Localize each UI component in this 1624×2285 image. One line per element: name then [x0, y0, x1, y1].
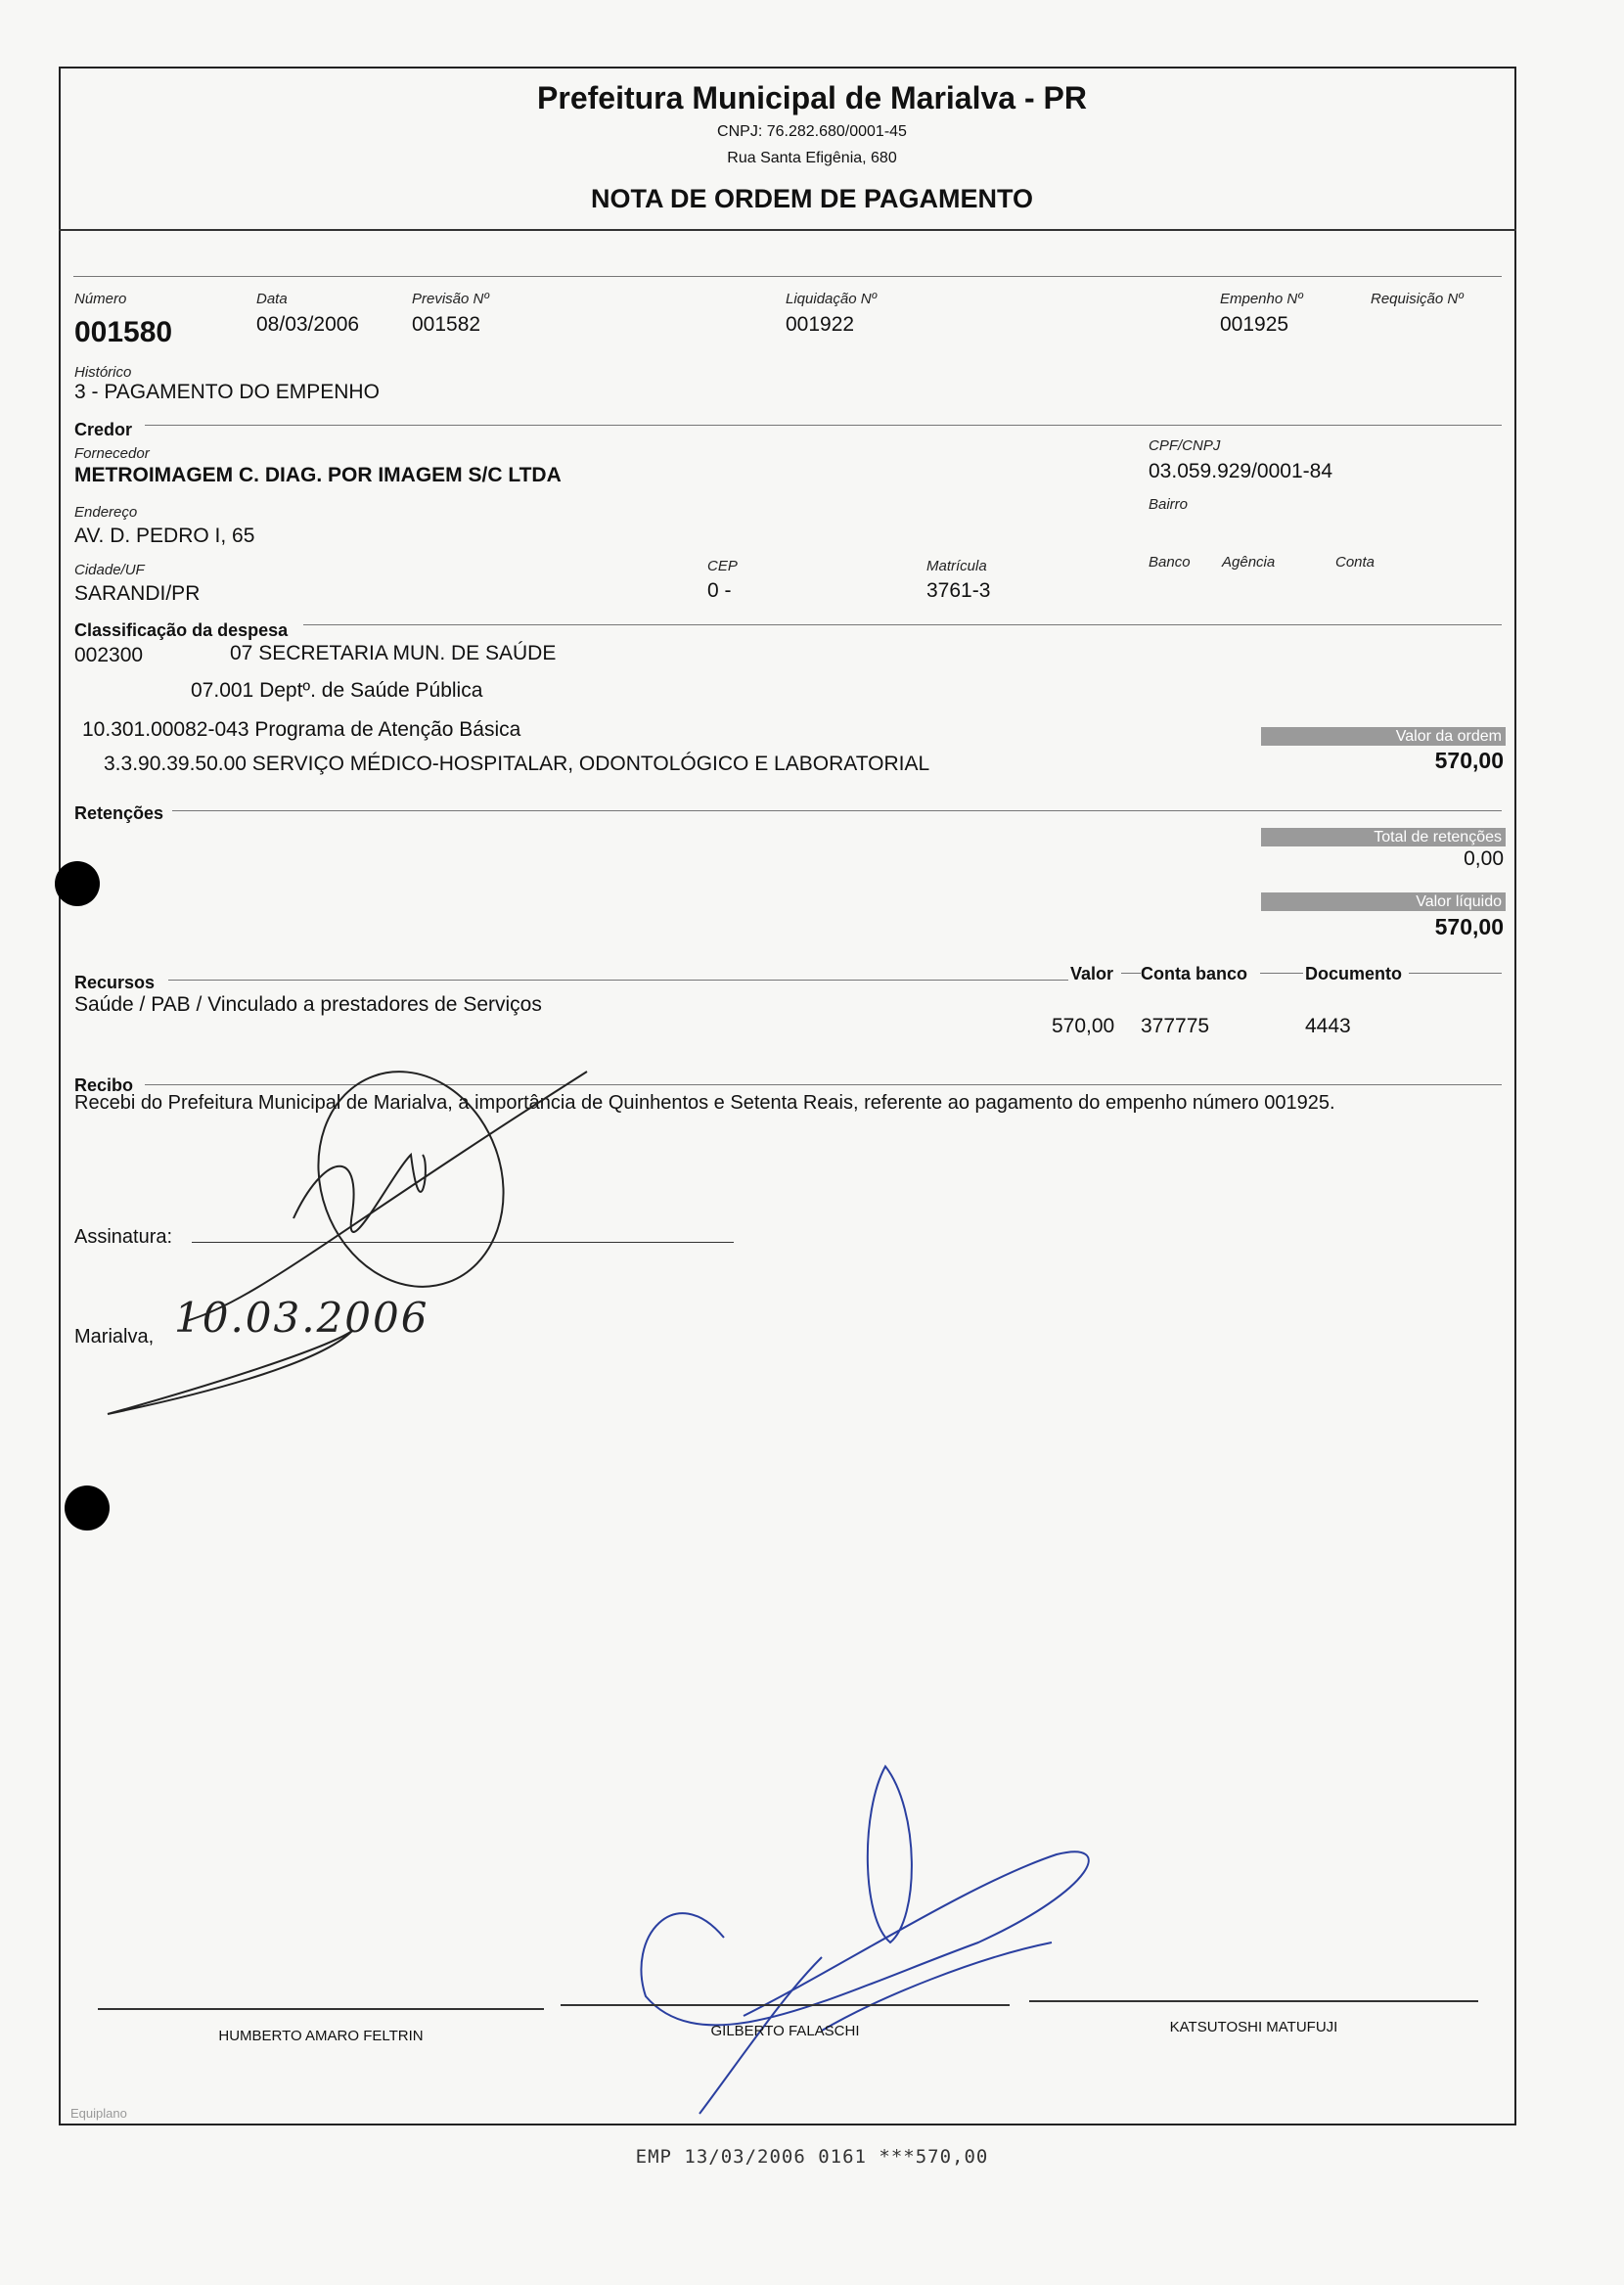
recursos-documento-label: Documento [1305, 964, 1402, 983]
handwritten-date: 10.03.2006 [174, 1294, 429, 1342]
recibo-divider [145, 1084, 1502, 1085]
cidade-label: Cidade/UF [74, 562, 145, 578]
signature-line-2 [561, 2004, 1010, 2006]
valor-ordem-label: Valor da ordem [1261, 727, 1506, 746]
valor-ordem-value: 570,00 [1434, 748, 1504, 773]
classificacao-line1: 07 SECRETARIA MUN. DE SAÚDE [230, 642, 557, 664]
recibo-section: Recibo [74, 1075, 134, 1095]
matricula-label: Matrícula [926, 558, 987, 574]
valor-liquido-label: Valor líquido [1261, 892, 1506, 911]
assinatura-line [192, 1242, 734, 1243]
valor-liquido-value: 570,00 [1434, 914, 1504, 939]
cpf-label: CPF/CNPJ [1149, 437, 1221, 454]
header-cnpj: CNPJ: 76.282.680/0001-45 [717, 123, 907, 140]
requisicao-label: Requisição Nº [1371, 291, 1464, 307]
classificacao-line2: 07.001 Deptº. de Saúde Pública [191, 679, 483, 702]
bairro-label: Bairro [1149, 496, 1189, 513]
retencoes-section: Retenções [74, 803, 164, 823]
recursos-conta: 377775 [1141, 1015, 1210, 1037]
recursos-conta-label: Conta banco [1141, 964, 1248, 983]
banco-label: Banco [1149, 554, 1191, 571]
credor-divider [145, 425, 1502, 426]
recursos-valor: 570,00 [1052, 1015, 1115, 1037]
signatory-1: HUMBERTO AMARO FELTRIN [218, 2028, 424, 2044]
numero-value: 001580 [74, 316, 173, 348]
classificacao-divider [303, 624, 1502, 625]
previsao-label: Previsão Nº [412, 291, 489, 307]
recibo-text: Recebi do Prefeitura Municipal de Marialva, a importância de Quinhentos e Setenta Reais, referente ao pagamento do empenho número 001925. [74, 1092, 1335, 1114]
classificacao-code: 002300 [74, 644, 144, 666]
endereco-value: AV. D. PEDRO I, 65 [74, 525, 255, 547]
matricula-value: 3761-3 [926, 579, 991, 602]
classificacao-line4: 3.3.90.39.50.00 SERVIÇO MÉDICO-HOSPITALAR, ODONTOLÓGICO E LABORATORIAL [104, 753, 930, 775]
historico-value: 3 - PAGAMENTO DO EMPENHO [74, 381, 380, 403]
conta-label: Conta [1335, 554, 1376, 571]
fornecedor-value: METROIMAGEM C. DIAG. POR IMAGEM S/C LTDA [74, 464, 562, 486]
empenho-label: Empenho Nº [1220, 291, 1303, 307]
signature-line-1 [98, 2008, 544, 2010]
classificacao-section: Classificação da despesa [74, 620, 289, 640]
empenho-value: 001925 [1220, 313, 1289, 336]
recursos-documento: 4443 [1305, 1015, 1351, 1037]
endereco-label: Endereço [74, 504, 138, 521]
recursos-descricao: Saúde / PAB / Vinculado a prestadores de Serviços [74, 993, 542, 1016]
data-label: Data [256, 291, 288, 307]
local-label: Marialva, [74, 1326, 155, 1348]
footer-stamp: EMP 13/03/2006 0161 ***570,00 [635, 2146, 989, 2168]
cep-label: CEP [707, 558, 738, 574]
fornecedor-label: Fornecedor [74, 445, 150, 462]
liquidacao-label: Liquidação Nº [786, 291, 878, 307]
recursos-section: Recursos [74, 973, 156, 992]
cep-value: 0 - [707, 579, 732, 602]
top-divider [73, 276, 1502, 277]
punch-hole-top [55, 861, 100, 906]
header-address: Rua Santa Efigênia, 680 [727, 150, 897, 166]
recursos-divider [168, 980, 1068, 981]
liquidacao-value: 001922 [786, 313, 855, 336]
total-retencoes-value: 0,00 [1464, 847, 1504, 870]
signature-line-3 [1029, 2000, 1478, 2002]
previsao-value: 001582 [412, 313, 481, 336]
punch-hole-bottom [65, 1485, 110, 1531]
total-retencoes-label: Total de retenções [1261, 828, 1506, 846]
cpf-value: 03.059.929/0001-84 [1149, 460, 1333, 482]
classificacao-line3: 10.301.00082-043 Programa de Atenção Básica [82, 718, 521, 741]
assinatura-label: Assinatura: [74, 1226, 173, 1248]
cidade-value: SARANDI/PR [74, 582, 201, 605]
header-divider [59, 229, 1516, 231]
numero-label: Número [74, 291, 127, 307]
retencoes-divider [172, 810, 1502, 811]
data-value: 08/03/2006 [256, 313, 360, 336]
software-footer: Equiplano [70, 2106, 127, 2121]
historico-label: Histórico [74, 364, 132, 381]
header-title: Prefeitura Municipal de Marialva - PR [537, 80, 1087, 115]
credor-section: Credor [74, 420, 133, 439]
recursos-divider-3 [1260, 973, 1303, 974]
recursos-valor-label: Valor [1070, 964, 1114, 983]
signatory-2: GILBERTO FALASCHI [710, 2023, 860, 2039]
doc-title: NOTA DE ORDEM DE PAGAMENTO [590, 184, 1033, 213]
agencia-label: Agência [1222, 554, 1276, 571]
signatory-3: KATSUTOSHI MATUFUJI [1169, 2019, 1338, 2035]
recursos-divider-2 [1121, 973, 1141, 974]
recursos-divider-4 [1409, 973, 1502, 974]
